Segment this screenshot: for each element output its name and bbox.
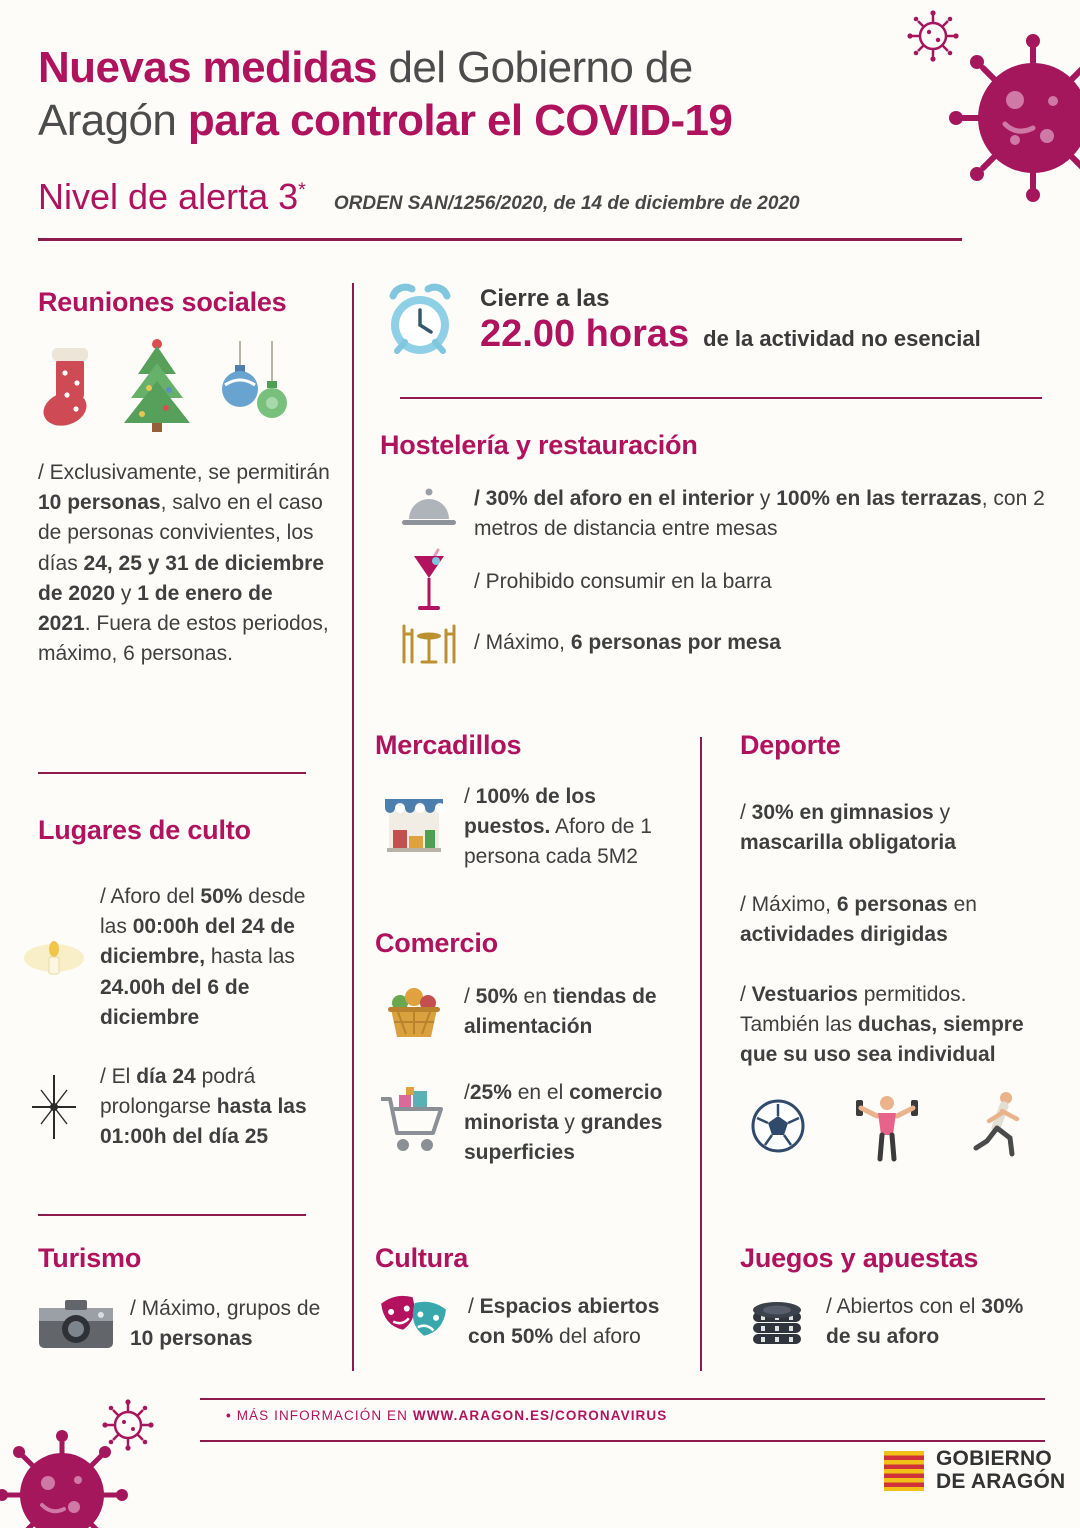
hosteleria-item-3-text: / Máximo, 6 personas por mesa [474, 630, 781, 654]
deporte-item-1-text: / 30% en gimnasios y mascarilla obligatoria [740, 801, 956, 855]
poker-chips-icon [742, 1292, 812, 1352]
section-heading-culto: Lugares de culto [38, 815, 251, 845]
order-reference: ORDEN SAN/1256/2020, de 14 de diciembre de 2020 [333, 193, 800, 214]
alert-level-row [38, 176, 938, 218]
comercio-item-1-text: / 50% en tiendas de alimentación [464, 985, 657, 1039]
hosteleria-item-1 [398, 484, 1048, 544]
turismo-text: / Máximo, grupos de 10 personas [130, 1297, 321, 1351]
food-basket-icon [378, 982, 450, 1042]
footer-rule-top [200, 1398, 1045, 1400]
section-heading-turismo: Turismo [38, 1243, 142, 1273]
stocking-icon [40, 343, 98, 433]
section-heading-reuniones: Reuniones sociales [38, 287, 287, 317]
alert-level: Nivel de alerta 3* [38, 176, 306, 217]
candle-icon [22, 934, 86, 982]
logo-line1: GOBIERNO [936, 1447, 1052, 1470]
section-heading-deporte: Deporte [740, 730, 841, 760]
aragon-flag-icon [884, 1451, 924, 1491]
baubles-icon [216, 341, 290, 433]
culto-item-2 [22, 1062, 337, 1153]
cultura-item [376, 1292, 691, 1352]
logo-text [936, 1448, 1065, 1493]
virus-icon [905, 0, 1080, 250]
soccer-ball-icon [750, 1098, 806, 1154]
page-title-line2: Aragón para controlar el COVID-19 [38, 95, 733, 145]
page-title-line1: Nuevas medidas del Gobierno de [38, 43, 693, 92]
culto-item-1 [22, 882, 337, 1033]
closing-intro: Cierre a las [480, 285, 610, 312]
market-stall-icon [378, 796, 450, 858]
virus-icon [0, 1395, 200, 1528]
page-title [38, 42, 898, 148]
logo-line2: DE ARAGÓN [936, 1469, 1066, 1493]
footer-info: • MÁS INFORMACIÓN EN WWW.ARAGON.ES/CORONAVIRUS [226, 1408, 668, 1423]
closing-rule [400, 397, 1042, 399]
mercadillos-text: / 100% de los puestos. Aforo de 1 persona cada 5M2 [464, 785, 652, 869]
sports-icons-row [750, 1090, 1028, 1162]
header-rule [38, 238, 962, 241]
table-chairs-icon [398, 620, 460, 666]
mercadillos-item [378, 782, 688, 873]
section-heading-comercio: Comercio [375, 928, 498, 958]
hosteleria-item-3 [398, 620, 1048, 666]
turismo-item [36, 1294, 336, 1354]
closing-time-block [480, 285, 1050, 356]
divider-middle-column [700, 737, 702, 1371]
section-heading-mercadillos: Mercadillos [375, 730, 522, 760]
theater-masks-icon [376, 1292, 454, 1352]
closing-scope: de la actividad no esencial [703, 326, 981, 351]
camera-icon [36, 1296, 116, 1352]
culto-item-1-text: / Aforo del 50% desde las 00:00h del 24 de diciembre, hasta las 24.00h del 6 de diciembre [100, 885, 306, 1029]
culto-item-2-text: / El día 24 podrá prolongarse hasta las 01:00h del día 25 [100, 1065, 307, 1149]
christmas-icons-row [40, 336, 290, 433]
left-rule-1 [38, 772, 306, 774]
hosteleria-item-2-text: / Prohibido consumir en la barra [474, 569, 772, 593]
alarm-clock-icon [380, 281, 460, 361]
section-heading-juegos: Juegos y apuestas [740, 1243, 979, 1273]
cocktail-icon [398, 548, 460, 616]
juegos-text: / Abiertos con el 30% de su aforo [826, 1295, 1024, 1349]
deporte-item-3-text: / Vestuarios permitidos. También las duchas, siempre que su uso sea individual [740, 983, 1024, 1067]
cloche-icon [398, 484, 460, 530]
star-icon [22, 1074, 86, 1140]
footer-rule-bottom [200, 1440, 1045, 1442]
comercio-item-2 [374, 1078, 689, 1169]
comercio-item-1 [378, 982, 688, 1042]
comercio-item-2-text: /25% en el comercio minorista y grandes superficies [464, 1081, 663, 1165]
closing-time: 22.00 horas [480, 313, 690, 355]
hosteleria-item-2 [398, 548, 1048, 616]
left-rule-2 [38, 1214, 306, 1216]
hosteleria-item-1-text: / 30% del aforo en el interior y 100% en las terrazas, con 2 metros de distancia entre mesas [474, 487, 1045, 541]
gobierno-aragon-logo [884, 1448, 1065, 1493]
section-heading-cultura: Cultura [375, 1243, 469, 1273]
shopping-cart-icon [374, 1087, 450, 1159]
deporte-item-2-text: / Máximo, 6 personas en actividades dirigidas [740, 893, 977, 947]
runner-icon [968, 1090, 1028, 1162]
cultura-text: / Espacios abiertos con 50% del aforo [468, 1295, 660, 1349]
section-heading-hosteleria: Hostelería y restauración [380, 430, 698, 460]
divider-left-column [352, 283, 354, 1371]
juegos-item [742, 1292, 1042, 1352]
reuniones-text: / Exclusivamente, se permitirán 10 personas, salvo en el caso de personas convivientes, los días 24, 25 y 31 de diciembre de 2020 y 1 de enero de 2021. Fuera de estos periodos, máximo, 6 personas. [38, 461, 330, 666]
weightlifter-icon [854, 1090, 920, 1162]
christmas-tree-icon [122, 336, 192, 433]
